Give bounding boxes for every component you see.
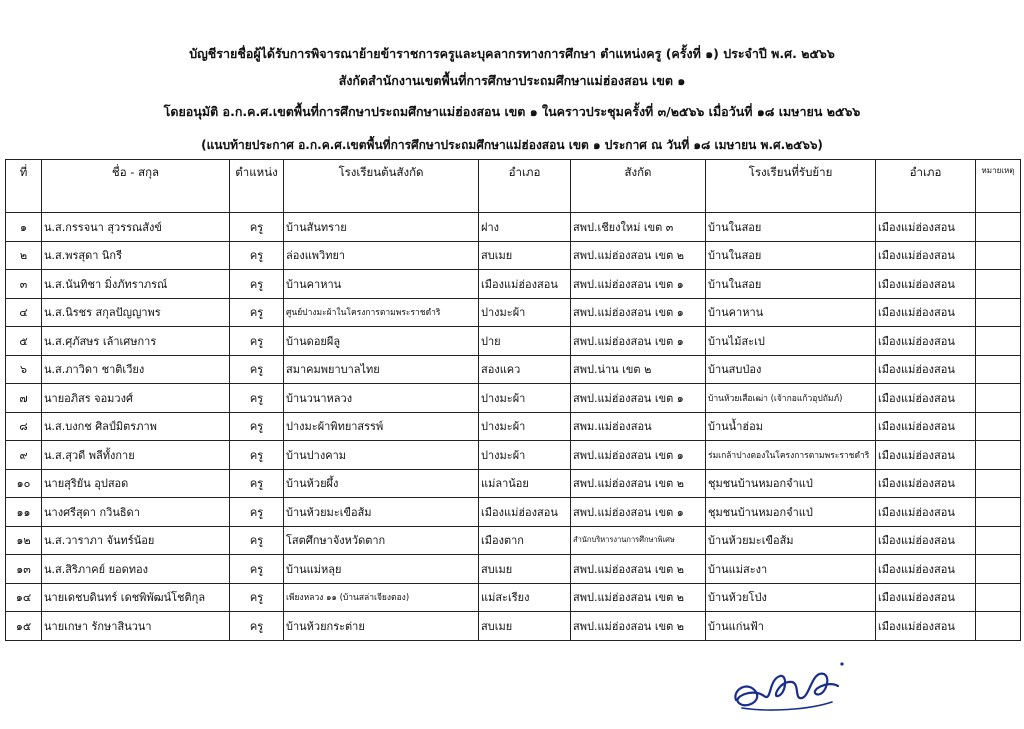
- cell-dest-school: บ้านในสอย: [706, 241, 876, 270]
- cell-position: ครู: [230, 213, 284, 242]
- cell-no: ๕: [6, 327, 42, 356]
- cell-origin-school: ปางมะผ้าพิทยาสรรพ์: [284, 412, 479, 441]
- cell-position: ครู: [230, 583, 284, 612]
- cell-origin-district: ปางมะผ้า: [479, 298, 571, 327]
- cell-position: ครู: [230, 412, 284, 441]
- signature-mark: [728, 650, 848, 716]
- cell-origin-school: เพียงหลวง ๑๑ (บ้านสล่าเจียงตอง): [284, 583, 479, 612]
- table-row: [6, 213, 1021, 242]
- cell-affiliation: สพป.แม่ฮ่องสอน เขต ๒: [571, 241, 706, 270]
- cell-no: ๔: [6, 298, 42, 327]
- col-header-origin-district: อำเภอ: [479, 160, 571, 213]
- cell-name: น.ส.วาราภา จันทร์น้อย: [42, 526, 230, 555]
- cell-origin-school: บ้านวนาหลวง: [284, 384, 479, 413]
- cell-remark: [976, 412, 1021, 441]
- cell-origin-district: ปาย: [479, 327, 571, 356]
- col-header-dest-school: โรงเรียนที่รับย้าย: [706, 160, 876, 213]
- cell-affiliation: สพป.แม่ฮ่องสอน เขต ๑: [571, 327, 706, 356]
- cell-position: ครู: [230, 298, 284, 327]
- cell-origin-school: ศูนย์ปางมะผ้าในโครงการตามพระราชดำริ: [284, 298, 479, 327]
- table-row: [6, 441, 1021, 470]
- cell-no: ๗: [6, 384, 42, 413]
- document-approval-line: โดยอนุมัติ อ.ก.ค.ศ.เขตพื้นที่การศึกษาประถมศึกษาแม่ฮ่องสอน เขต ๑ ในคราวประชุมครั้งที่ ๓/๒๕๖๖ เมื่อวันที่ ๑๘ เมษายน ๒๕๖๖: [163, 104, 861, 119]
- cell-affiliation: สพม.แม่ฮ่องสอน: [571, 412, 706, 441]
- cell-origin-school: สมาคมพยาบาลไทย: [284, 355, 479, 384]
- cell-name: น.ส.ภาวิดา ชาติเวียง: [42, 355, 230, 384]
- table-row: [6, 555, 1021, 584]
- cell-position: ครู: [230, 327, 284, 356]
- cell-dest-district: เมืองแม่ฮ่องสอน: [876, 498, 976, 527]
- cell-affiliation: สพป.แม่ฮ่องสอน เขต ๒: [571, 555, 706, 584]
- document-attachment-note: (แนบท้ายประกาศ อ.ก.ค.ศ.เขตพื้นที่การศึกษาประถมศึกษาแม่ฮ่องสอน เขต ๑ ประกาศ ณ วันที่ ๑๘ เมษายน พ.ศ.๒๕๖๖): [201, 138, 823, 152]
- cell-name: นายเกษา รักษาสินวนา: [42, 612, 230, 641]
- cell-position: ครู: [230, 355, 284, 384]
- cell-dest-school: บ้านไม้สะเป: [706, 327, 876, 356]
- cell-origin-school: บ้านปางคาม: [284, 441, 479, 470]
- cell-origin-district: แม่ลาน้อย: [479, 469, 571, 498]
- table-header-row: [6, 160, 1021, 213]
- cell-dest-district: เมืองแม่ฮ่องสอน: [876, 612, 976, 641]
- cell-dest-school: บ้านห้วยเสือเฒ่า (เจ้ากอแก้วอุปถัมภ์): [706, 384, 876, 413]
- cell-remark: [976, 355, 1021, 384]
- cell-remark: [976, 384, 1021, 413]
- cell-dest-school: บ้านสบป่อง: [706, 355, 876, 384]
- col-header-position: ตำแหน่ง: [230, 160, 284, 213]
- cell-position: ครู: [230, 384, 284, 413]
- cell-remark: [976, 498, 1021, 527]
- cell-affiliation: สพป.เชียงใหม่ เขต ๓: [571, 213, 706, 242]
- table-row: [6, 298, 1021, 327]
- cell-origin-school: ล่องแพวิทยา: [284, 241, 479, 270]
- cell-origin-school: บ้านห้วยผึ้ง: [284, 469, 479, 498]
- cell-dest-district: เมืองแม่ฮ่องสอน: [876, 270, 976, 299]
- col-header-origin-school: โรงเรียนต้นสังกัด: [284, 160, 479, 213]
- cell-origin-district: สบเมย: [479, 241, 571, 270]
- cell-affiliation: สพป.แม่ฮ่องสอน เขต ๒: [571, 612, 706, 641]
- cell-name: น.ส.กรรจนา สุวรรณสังข์: [42, 213, 230, 242]
- cell-origin-school: บ้านห้วยกระต่าย: [284, 612, 479, 641]
- cell-affiliation: สพป.แม่ฮ่องสอน เขต ๑: [571, 498, 706, 527]
- cell-dest-district: เมืองแม่ฮ่องสอน: [876, 298, 976, 327]
- cell-affiliation: สำนักบริหารงานการศึกษาพิเศษ: [571, 526, 706, 555]
- cell-dest-district: เมืองแม่ฮ่องสอน: [876, 355, 976, 384]
- cell-origin-district: แม่สะเรียง: [479, 583, 571, 612]
- cell-no: ๑๐: [6, 469, 42, 498]
- cell-dest-school: บ้านในสอย: [706, 270, 876, 299]
- cell-remark: [976, 213, 1021, 242]
- cell-dest-school: ชุมชนบ้านหมอกจำแป่: [706, 469, 876, 498]
- cell-no: ๑๒: [6, 526, 42, 555]
- cell-origin-district: ปางมะผ้า: [479, 441, 571, 470]
- cell-affiliation: สพป.แม่ฮ่องสอน เขต ๑: [571, 298, 706, 327]
- cell-no: ๑๕: [6, 612, 42, 641]
- cell-dest-school: บ้านแก่นฟ้า: [706, 612, 876, 641]
- cell-dest-district: เมืองแม่ฮ่องสอน: [876, 412, 976, 441]
- cell-dest-school: บ้านในสอย: [706, 213, 876, 242]
- table-row: [6, 241, 1021, 270]
- cell-origin-school: บ้านสันทราย: [284, 213, 479, 242]
- cell-name: น.ส.พรสุดา นิกรี: [42, 241, 230, 270]
- table-row: [6, 526, 1021, 555]
- cell-origin-district: เมืองแม่ฮ่องสอน: [479, 498, 571, 527]
- cell-dest-district: เมืองแม่ฮ่องสอน: [876, 526, 976, 555]
- cell-affiliation: สพป.แม่ฮ่องสอน เขต ๑: [571, 270, 706, 299]
- cell-origin-district: ปางมะผ้า: [479, 412, 571, 441]
- cell-dest-district: เมืองแม่ฮ่องสอน: [876, 241, 976, 270]
- cell-remark: [976, 555, 1021, 584]
- cell-affiliation: สพป.น่าน เขต ๒: [571, 355, 706, 384]
- cell-dest-district: เมืองแม่ฮ่องสอน: [876, 213, 976, 242]
- document-title: บัญชีรายชื่อผู้ได้รับการพิจารณาย้ายข้าราชการครูและบุคลากรทางการศึกษา ตำแหน่งครู (ครั้งที่ ๑) ประจำปี พ.ศ. ๒๕๖๖: [189, 46, 835, 61]
- cell-dest-district: เมืองแม่ฮ่องสอน: [876, 555, 976, 584]
- table-row: [6, 469, 1021, 498]
- cell-no: ๙: [6, 441, 42, 470]
- cell-position: ครู: [230, 498, 284, 527]
- transfer-list-table: [5, 159, 1021, 641]
- table-row: [6, 412, 1021, 441]
- cell-no: ๘: [6, 412, 42, 441]
- cell-affiliation: สพป.แม่ฮ่องสอน เขต ๒: [571, 583, 706, 612]
- cell-name: นางศรีสุดา กวินธิดา: [42, 498, 230, 527]
- cell-dest-school: บ้านห้วยมะเขือส้ม: [706, 526, 876, 555]
- cell-affiliation: สพป.แม่ฮ่องสอน เขต ๑: [571, 441, 706, 470]
- cell-no: ๑๑: [6, 498, 42, 527]
- cell-no: ๑๔: [6, 583, 42, 612]
- cell-name: น.ส.บงกช ศิลป์มิตรภาพ: [42, 412, 230, 441]
- cell-position: ครู: [230, 270, 284, 299]
- cell-position: ครู: [230, 441, 284, 470]
- cell-dest-school: บ้านแม่สะงา: [706, 555, 876, 584]
- cell-dest-district: เมืองแม่ฮ่องสอน: [876, 441, 976, 470]
- cell-remark: [976, 469, 1021, 498]
- col-header-remark: หมายเหตุ: [976, 160, 1021, 213]
- cell-dest-district: เมืองแม่ฮ่องสอน: [876, 583, 976, 612]
- table-row: [6, 355, 1021, 384]
- cell-name: นายเดชบดินทร์ เดชพิพัฒน์โชติกุล: [42, 583, 230, 612]
- cell-origin-district: เมืองแม่ฮ่องสอน: [479, 270, 571, 299]
- cell-origin-school: บ้านดอยผีลู: [284, 327, 479, 356]
- cell-affiliation: สพป.แม่ฮ่องสอน เขต ๑: [571, 384, 706, 413]
- cell-name: น.ส.นันทิชา มิ่งภัทราภรณ์: [42, 270, 230, 299]
- cell-dest-school: ร่มเกล้าปางตองในโครงการตามพระราชดำริ: [706, 441, 876, 470]
- col-header-dest-district: อำเภอ: [876, 160, 976, 213]
- cell-position: ครู: [230, 612, 284, 641]
- cell-dest-school: บ้านห้วยโป่ง: [706, 583, 876, 612]
- cell-dest-district: เมืองแม่ฮ่องสอน: [876, 327, 976, 356]
- cell-affiliation: สพป.แม่ฮ่องสอน เขต ๒: [571, 469, 706, 498]
- cell-position: ครู: [230, 241, 284, 270]
- cell-name: นายอภิสร จอมวงศ์: [42, 384, 230, 413]
- cell-dest-school: บ้านคาหาน: [706, 298, 876, 327]
- cell-origin-district: สบเมย: [479, 612, 571, 641]
- table-row: [6, 583, 1021, 612]
- cell-origin-school: บ้านห้วยมะเขือส้ม: [284, 498, 479, 527]
- cell-origin-district: ปางมะผ้า: [479, 384, 571, 413]
- cell-position: ครู: [230, 555, 284, 584]
- cell-origin-school: โสตศึกษาจังหวัดตาก: [284, 526, 479, 555]
- col-header-affiliation: สังกัด: [571, 160, 706, 213]
- cell-remark: [976, 612, 1021, 641]
- cell-origin-school: บ้านคาหาน: [284, 270, 479, 299]
- cell-no: ๑: [6, 213, 42, 242]
- cell-position: ครู: [230, 469, 284, 498]
- cell-dest-school: บ้านน้ำฮ่อม: [706, 412, 876, 441]
- cell-name: น.ส.สุวดี พลีทั้งกาย: [42, 441, 230, 470]
- cell-name: น.ส.สิริภาคย์ ยอดทอง: [42, 555, 230, 584]
- cell-no: ๖: [6, 355, 42, 384]
- cell-position: ครู: [230, 526, 284, 555]
- cell-origin-district: สองแคว: [479, 355, 571, 384]
- cell-origin-school: บ้านแม่หลุย: [284, 555, 479, 584]
- cell-name: น.ส.นิรชร สกุลปัญญาพร: [42, 298, 230, 327]
- cell-dest-district: เมืองแม่ฮ่องสอน: [876, 384, 976, 413]
- col-header-no: ที่: [6, 160, 42, 213]
- cell-remark: [976, 298, 1021, 327]
- table-row: [6, 270, 1021, 299]
- cell-dest-district: เมืองแม่ฮ่องสอน: [876, 469, 976, 498]
- cell-remark: [976, 441, 1021, 470]
- cell-dest-school: ชุมชนบ้านหมอกจำแป่: [706, 498, 876, 527]
- cell-remark: [976, 241, 1021, 270]
- cell-origin-district: สบเมย: [479, 555, 571, 584]
- cell-name: นายสุริยัน อุปสอด: [42, 469, 230, 498]
- cell-no: ๒: [6, 241, 42, 270]
- cell-no: ๑๓: [6, 555, 42, 584]
- col-header-name: ชื่อ - สกุล: [42, 160, 230, 213]
- table-row: [6, 612, 1021, 641]
- document-subtitle-agency: สังกัดสำนักงานเขตพื้นที่การศึกษาประถมศึกษาแม่ฮ่องสอน เขต ๑: [338, 73, 686, 88]
- cell-no: ๓: [6, 270, 42, 299]
- cell-origin-district: เมืองตาก: [479, 526, 571, 555]
- cell-remark: [976, 583, 1021, 612]
- table-row: [6, 327, 1021, 356]
- table-row: [6, 384, 1021, 413]
- cell-remark: [976, 526, 1021, 555]
- table-row: [6, 498, 1021, 527]
- cell-name: น.ส.ศุภัสษร เล้าเศษการ: [42, 327, 230, 356]
- cell-origin-district: ฝาง: [479, 213, 571, 242]
- cell-remark: [976, 327, 1021, 356]
- cell-remark: [976, 270, 1021, 299]
